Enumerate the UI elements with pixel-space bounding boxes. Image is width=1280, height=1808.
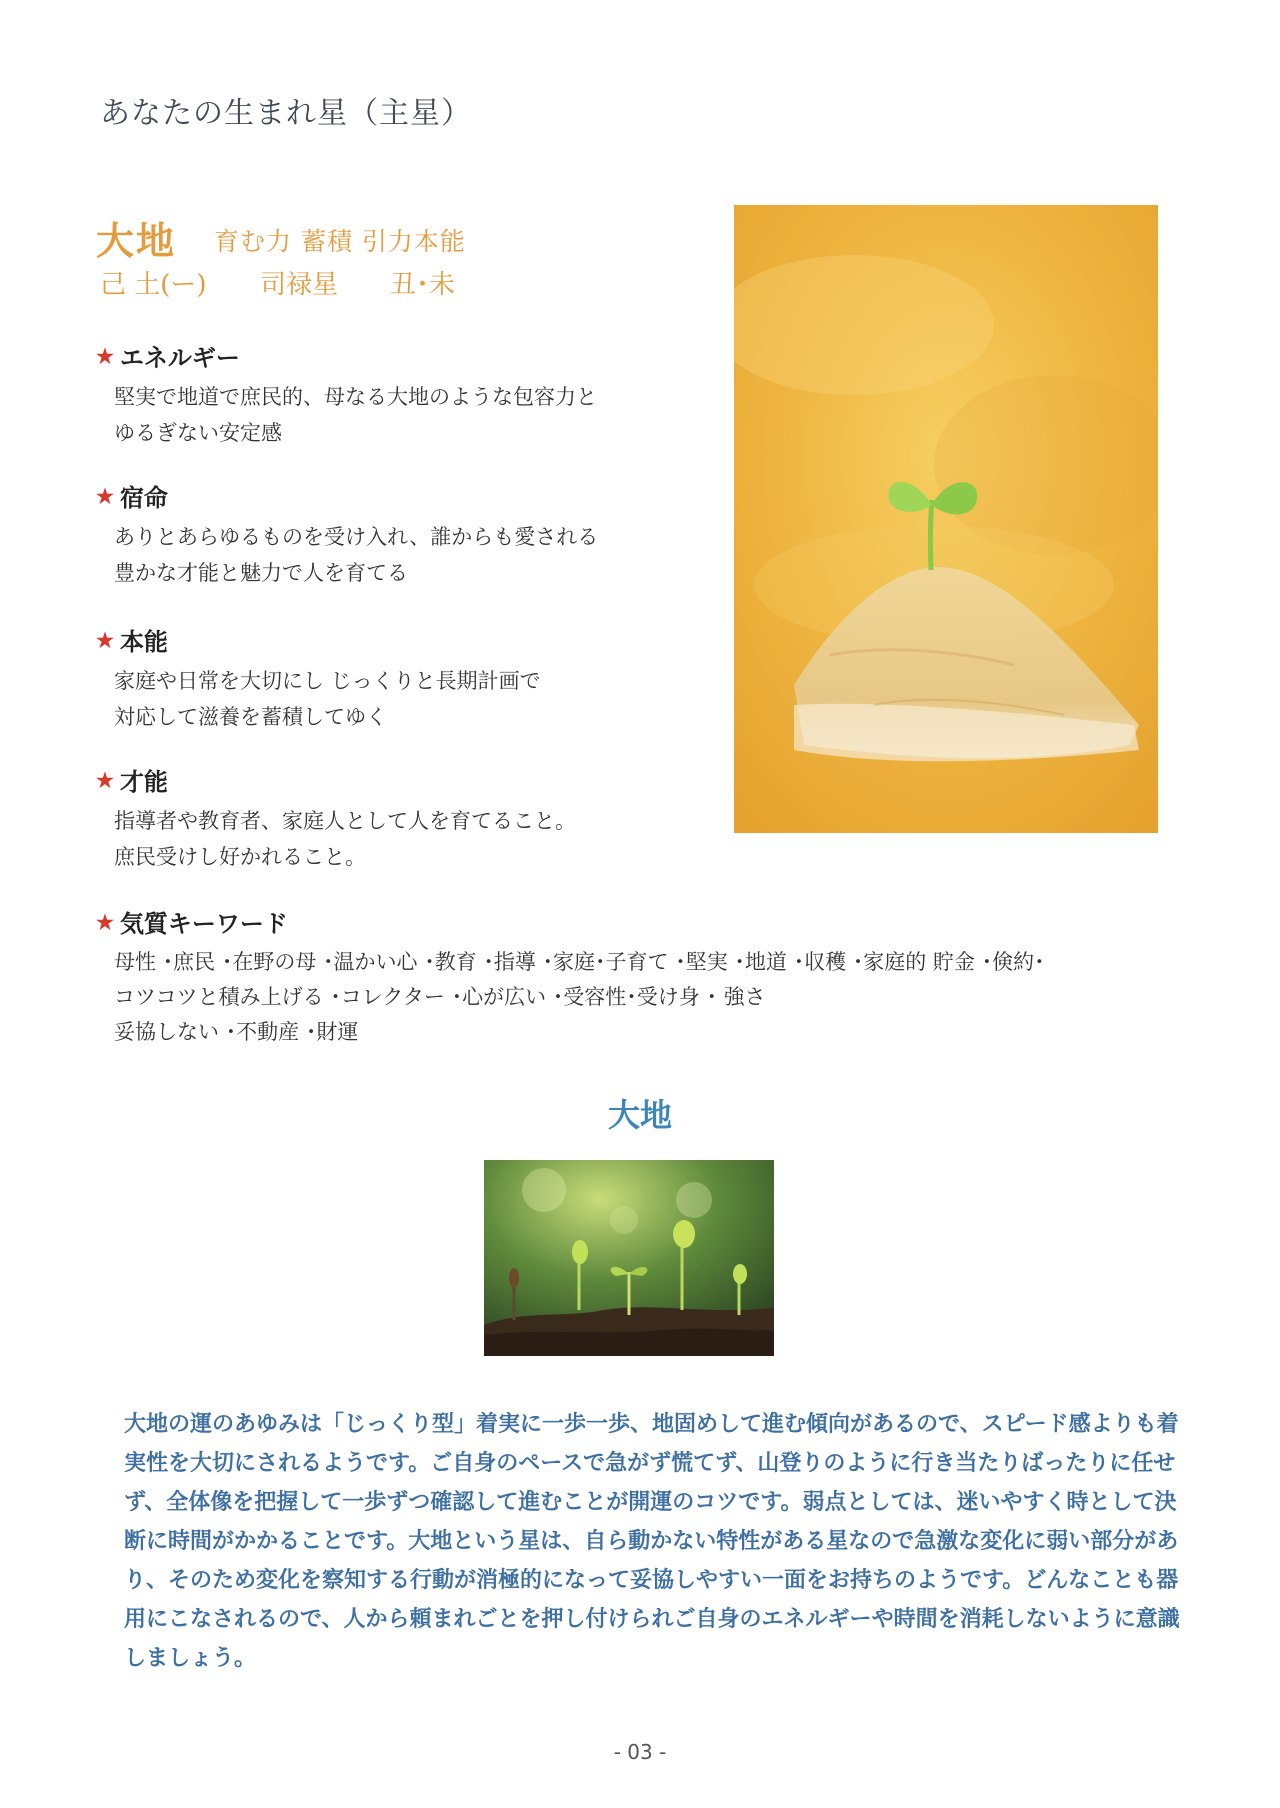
trait-title: 才能 <box>119 767 168 796</box>
trait-body: 堅実で地道で庶民的、母なる大地のような包容力と ゆるぎない安定感 <box>114 385 597 445</box>
description-paragraph: 大地の運のあゆみは「じっくり型」着実に一歩一歩、地固めして進む傾向があるので、スピード感よりも着実性を大切にされるようです。ご自身のペースで急がず慌てず、山登りのように行き当たりばったりに任せず、全体像を把握して一歩ずつ確認して進むことが開運のコツです。弱点としては、迷いやすく時として決断に時間がかかることです。大地という星は、自ら動かない特性がある星なので急激な変化に弱い部分があり、そのため変化を察知する行動が消極的になって妥協しやすい一面をお持ちのようです。どんなことも器用にこなされるので、人から頼まれごとを押し付けられご自身のエネルギーや時間を消耗しないように意識しましょう。 <box>124 1412 1180 1671</box>
star-keywords: 育む力 蓄積 引力本能 <box>214 227 466 256</box>
temperament-keywords <box>96 904 1206 1050</box>
watercolor-sprout-illustration <box>734 205 1158 833</box>
trait-destiny <box>96 478 716 591</box>
trait-instinct <box>96 622 716 735</box>
trait-title: エネルギー <box>119 343 240 372</box>
star-name: 大地 <box>96 218 177 263</box>
star-element-star: 司禄星 <box>260 270 339 300</box>
star-icon: ★ <box>96 343 114 368</box>
star-icon: ★ <box>96 483 114 508</box>
sprouts-photo <box>484 1160 774 1356</box>
trait-body: ありとあらゆるものを受け入れ、誰からも愛される 豊かな才能と魅力で人を育てる <box>114 525 599 585</box>
trait-energy <box>96 338 716 451</box>
trait-title: 本能 <box>119 627 168 656</box>
star-icon: ★ <box>96 909 114 934</box>
star-element-branch: 丑･未 <box>390 270 456 300</box>
trait-talent <box>96 762 716 875</box>
star-icon: ★ <box>96 627 114 652</box>
star-element-stem: 己 土(ー) <box>100 270 207 300</box>
star-icon: ★ <box>96 767 114 792</box>
section-title: 大地 <box>607 1096 672 1134</box>
trait-body: 母性 ･庶民 ･在野の母 ･温かい心 ･教育 ･指導 ･家庭･子育て ･堅実 ･地道 ･収穫 ･家庭的 貯金 ･倹約･ コツコツと積み上げる ･コレクター ･心が広い ･受容性･受け身 ･ 強さ 妥協しない ･不動産 ･財運 <box>114 950 1045 1044</box>
trait-body: 指導者や教育者、家庭人として人を育てること。 庶民受けし好かれること。 <box>114 809 576 869</box>
page-number: - 03 - <box>613 1740 667 1764</box>
trait-body: 家庭や日常を大切にし じっくりと長期計画で 対応して滋養を蓄積してゆく <box>114 669 541 729</box>
star-elements <box>100 264 455 301</box>
trait-title: 宿命 <box>119 483 168 512</box>
page-heading: あなたの生まれ星（主星） <box>100 96 472 131</box>
trait-title: 気質キーワード <box>119 909 288 938</box>
